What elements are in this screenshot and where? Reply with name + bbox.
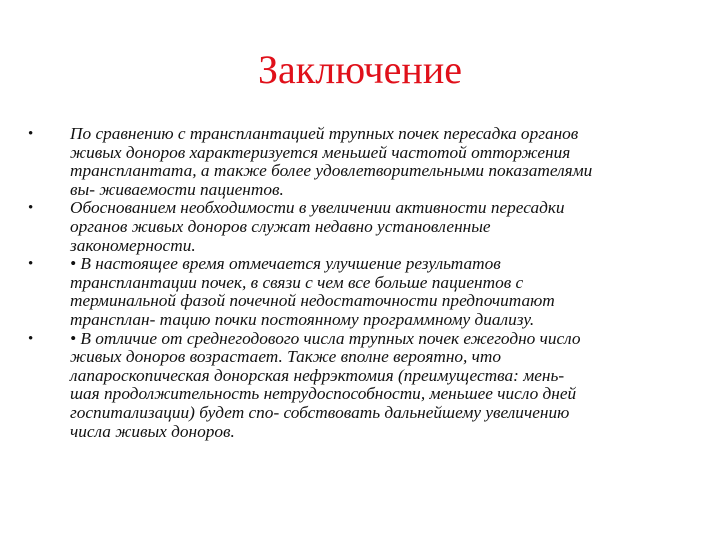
bullet-marker: •: [28, 126, 34, 142]
bullet-text: • В настоящее время отмечается улучшение результатов трансплантации почек, в связи с чем все больше пациентов с терминальной фазой почечной недостаточности предпочитают трансплан- тацию почки постоянному программному диализу.: [70, 254, 555, 329]
bullet-text: По сравнению с трансплантацией трупных почек пересадка органов живых доноров характеризуется меньшей частотой отторжения трансплантата, а также более удовлетворительными показателями вы- живаемости пациентов.: [70, 124, 593, 199]
bullet-marker: •: [28, 256, 34, 273]
bullet-item-2: [28, 199, 688, 255]
slide-title: Заключение: [258, 47, 462, 92]
bullet-marker: •: [28, 330, 34, 347]
bullet-text: Обоснованием необходимости в увеличении активности пересадки органов живых доноров служат недавно установленные закономерности.: [70, 198, 565, 255]
bullet-marker: •: [28, 200, 34, 217]
bullet-item-4: [28, 330, 688, 442]
bullet-list: [28, 125, 688, 441]
bullet-text: • В отличие от среднегодового числа трупных почек ежегодно число живых доноров возрастает. Также вполне вероятно, что лапароскопическая донорская нефрэктомия (преимущества: мень- шая продолжительность нетрудоспособности, меньшее число дней госпитализации) будет спо- собствовать дальнейшему увеличению числа живых доноров.: [70, 328, 581, 441]
bullet-item-3: [28, 255, 688, 329]
bullet-item-1: [28, 125, 688, 199]
